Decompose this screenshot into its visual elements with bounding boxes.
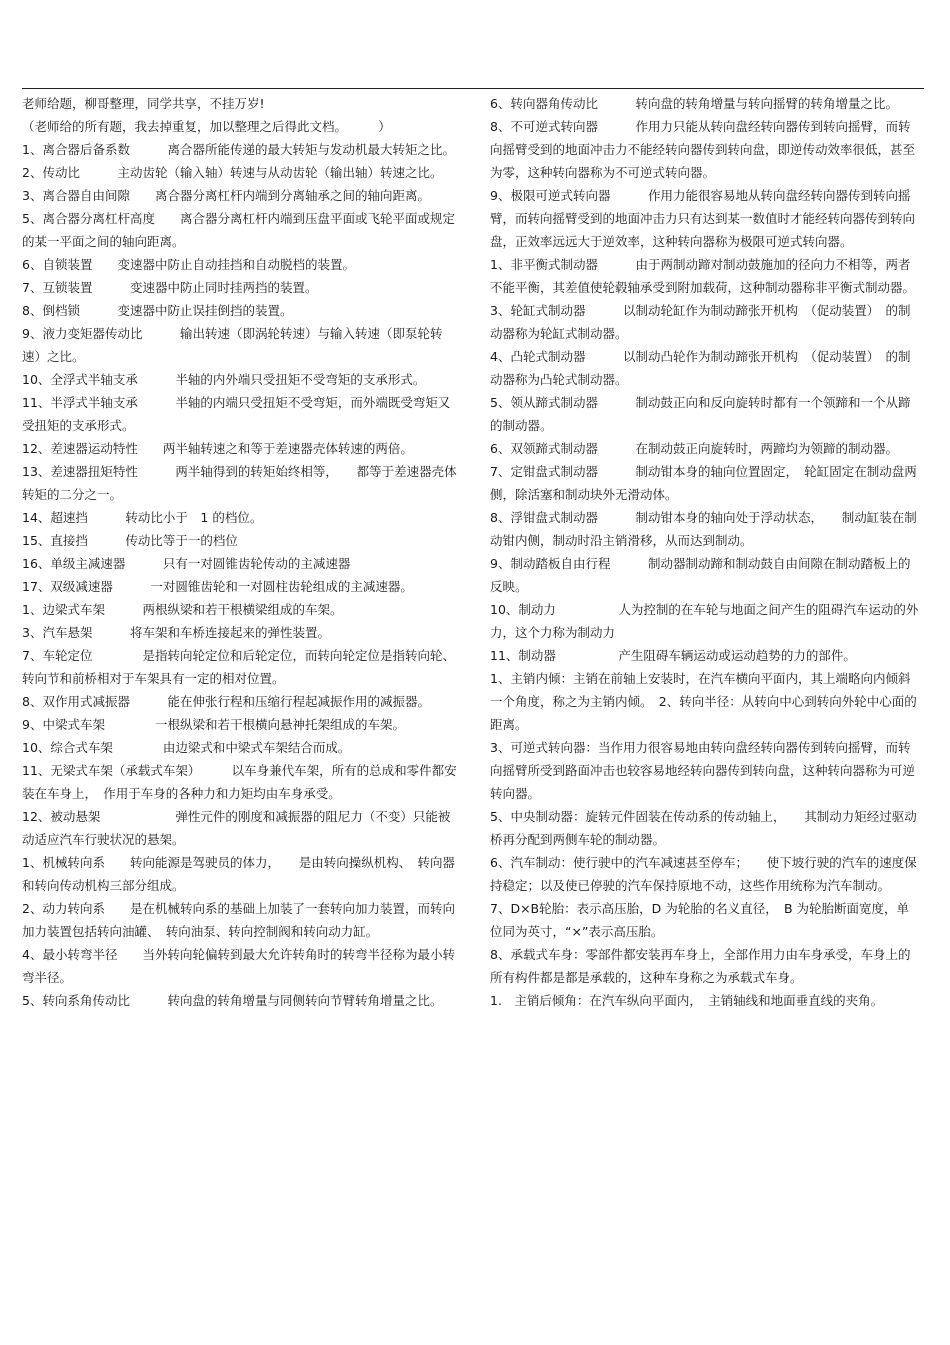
term-entry: 16、单级主减速器 只有一对圆锥齿轮传动的主减速器 [22,556,351,571]
term-entry: 4、最小转弯半径 当外转向轮偏转到最大允许转角时的转弯半径称为最小转弯半径。 [22,947,455,985]
term-entry: 1、非平衡式制动器 由于两制动蹄对制动鼓施加的径向力不相等，两者不能平衡，其差值使轮毂轴承受到附加载荷，这种制动器称非平衡式制动器。 [490,257,916,295]
term-entry: 8、不可逆式转向器 作用力只能从转向盘经转向器传到转向摇臂，而转向摇臂受到的地面冲击力不能经转向器传到转向盘，即逆传动效率很低，甚至为零，这种转向器称为不可逆式转向器。 [490,119,916,180]
term-entry: 3、可逆式转向器：当作用力很容易地由转向盘经转向器传到转向摇臂，而转向摇臂所受到路面冲击也较容易地经转向器传到转向盘，这种转向器称为可逆转向器。 [490,740,916,801]
term-entry: 6、汽车制动：使行驶中的汽车减速甚至停车； 使下坡行驶的汽车的速度保持稳定；以及使已停驶的汽车保持原地不动，这些作用统称为汽车制动。 [490,855,917,893]
term-entry: 15、直接挡 传动比等于一的档位 [22,533,238,548]
term-entry: 8、双作用式减振器 能在伸张行程和压缩行程起减振作用的减振器。 [22,694,430,709]
right-column [490,92,920,1012]
term-entry: 7、车轮定位 是指转向轮定位和后轮定位，而转向轮定位是指转向轮、转向节和前桥相对于车架具有一定的相对位置。 [22,648,455,686]
term-entry: 11、无梁式车架（承载式车架） 以车身兼代车架，所有的总成和零件都安装在车身上， 作用于车身的各种力和力矩均由车身承受。 [22,763,457,801]
term-entry: 3、汽车悬架 将车架和车桥连接起来的弹性装置。 [22,625,330,640]
term-entry: 2、动力转向系 是在机械转向系的基础上加装了一套转向加力装置，而转向加力装置包括转向油罐、 转向油泵、转向控制阀和转向动力缸。 [22,901,455,939]
term-entry: 5、中央制动器：旋转元件固装在传动系的传动轴上， 其制动力矩经过驱动桥再分配到两侧车轮的制动器。 [490,809,917,847]
term-entry: 8、承载式车身：零部件都安装再车身上，全部作用力由车身承受，车身上的所有构件都是都是承载的，这种车身称之为承载式车身。 [490,947,911,985]
term-entry: 1、机械转向系 转向能源是驾驶员的体力， 是由转向操纵机构、 转向器和转向传动机构三部分组成。 [22,855,455,893]
term-entry: 9、极限可逆式转向器 作用力能很容易地从转向盘经转向器传到转向摇臂，而转向摇臂受到的地面冲击力只有达到某一数值时才能经转向器传到转向盘，正效率远远大于逆效率，这种转向器称为极限可逆式转向器。 [490,188,916,249]
term-entry: 11、半浮式半轴支承 半轴的内端只受扭矩不受弯矩，而外端既受弯矩又受扭矩的支承形式。 [22,395,451,433]
term-entry: 1. 主销后倾角：在汽车纵向平面内， 主销轴线和地面垂直线的夹角。 [490,993,884,1008]
term-entry: 10、制动力 人为控制的在车轮与地面之间产生的阻碍汽车运动的外力，这个力称为制动力 [490,602,919,640]
header-rule [22,88,924,89]
term-entry: 6、转向器角传动比 转向盘的转角增量与转向摇臂的转角增量之比。 [490,96,898,111]
term-entry: 9、液力变矩器传动比 输出转速（即涡轮转速）与输入转速（即泵轮转速）之比。 [22,326,443,364]
term-entry: 3、离合器自由间隙 离合器分离杠杆内端到分离轴承之间的轴向距离。 [22,188,430,203]
term-entry: 5、领从蹄式制动器 制动鼓正向和反向旋转时都有一个领蹄和一个从蹄的制动器。 [490,395,911,433]
term-entry: 8、浮钳盘式制动器 制动钳本身的轴向处于浮动状态， 制动缸装在制动钳内侧，制动时沿主销滑移，从而达到制动。 [490,510,917,548]
term-entry: 10、全浮式半轴支承 半轴的内外端只受扭矩不受弯矩的支承形式。 [22,372,426,387]
term-entry: 14、超速挡 转动比小于 1 的档位。 [22,510,263,525]
term-entry: 2、传动比 主动齿轮（输入轴）转速与从动齿轮（输出轴）转速之比。 [22,165,443,180]
term-entry: 1、主销内倾：主销在前轴上安装时，在汽车横向平面内，其上端略向内倾斜一个角度，称之为主销内倾。 2、转向半径：从转向中心到转向外轮中心面的距离。 [490,671,917,732]
term-entry: 1、边梁式车架 两根纵梁和若干根横梁组成的车架。 [22,602,343,617]
term-entry: 7、定钳盘式制动器 制动钳本身的轴向位置固定， 轮缸固定在制动盘两侧，除活塞和制动块外无滑动体。 [490,464,917,502]
term-entry: 1、离合器后备系数 离合器所能传递的最大转矩与发动机最大转矩之比。 [22,142,455,157]
term-entry: 3、轮缸式制动器 以制动轮缸作为制动蹄张开机构 （促动装置） 的制动器称为轮缸式制动器。 [490,303,911,341]
term-entry: 7、D×B轮胎：表示高压胎，D 为轮胎的名义直径， B 为轮胎断面宽度，单位同为英寸，“×”表示高压胎。 [490,901,910,939]
term-entry: 10、综合式车架 由边梁式和中梁式车架结合而成。 [22,740,351,755]
term-entry: 9、制动踏板自由行程 制动器制动蹄和制动鼓自由间隙在制动踏板上的反映。 [490,556,911,594]
term-entry: 6、自锁装置 变速器中防止自动挂挡和自动脱档的装置。 [22,257,355,272]
term-entry: 17、双级减速器 一对圆锥齿轮和一对圆柱齿轮组成的主减速器。 [22,579,413,594]
term-entry: 4、凸轮式制动器 以制动凸轮作为制动蹄张开机构 （促动装置） 的制动器称为凸轮式制动器。 [490,349,911,387]
intro-note: （老师给的所有题，我去掉重复，加以整理之后得此文档。 ） [22,119,391,134]
term-entry: 7、互锁装置 变速器中防止同时挂两挡的装置。 [22,280,318,295]
term-entry: 5、离合器分离杠杆高度 离合器分离杠杆内端到压盘平面或飞轮平面或规定的某一平面之间的轴向距离。 [22,211,455,249]
intro-line: 老师给题，柳哥整理，同学共享，不挂万岁! [22,96,265,111]
term-entry: 9、中梁式车架 一根纵梁和若干根横向悬神托架组成的车架。 [22,717,405,732]
term-entry: 5、转向系角传动比 转向盘的转角增量与同侧转向节臂转角增量之比。 [22,993,443,1008]
left-column [22,92,460,1012]
term-entry: 8、倒档锁 变速器中防止误挂倒挡的装置。 [22,303,293,318]
term-entry: 6、双领蹄式制动器 在制动鼓正向旋转时，两蹄均为领蹄的制动器。 [490,441,898,456]
term-entry: 12、被动悬架 弹性元件的刚度和减振器的阻尼力（不变）只能被动适应汽车行驶状况的悬架。 [22,809,451,847]
term-entry: 11、制动器 产生阻碍车辆运动或运动趋势的力的部件。 [490,648,856,663]
term-entry: 13、差速器扭矩特性 两半轴得到的转矩始终相等， 都等于差速器壳体转矩的二分之一。 [22,464,457,502]
term-entry: 12、差速器运动特性 两半轴转速之和等于差速器壳体转速的两倍。 [22,441,413,456]
